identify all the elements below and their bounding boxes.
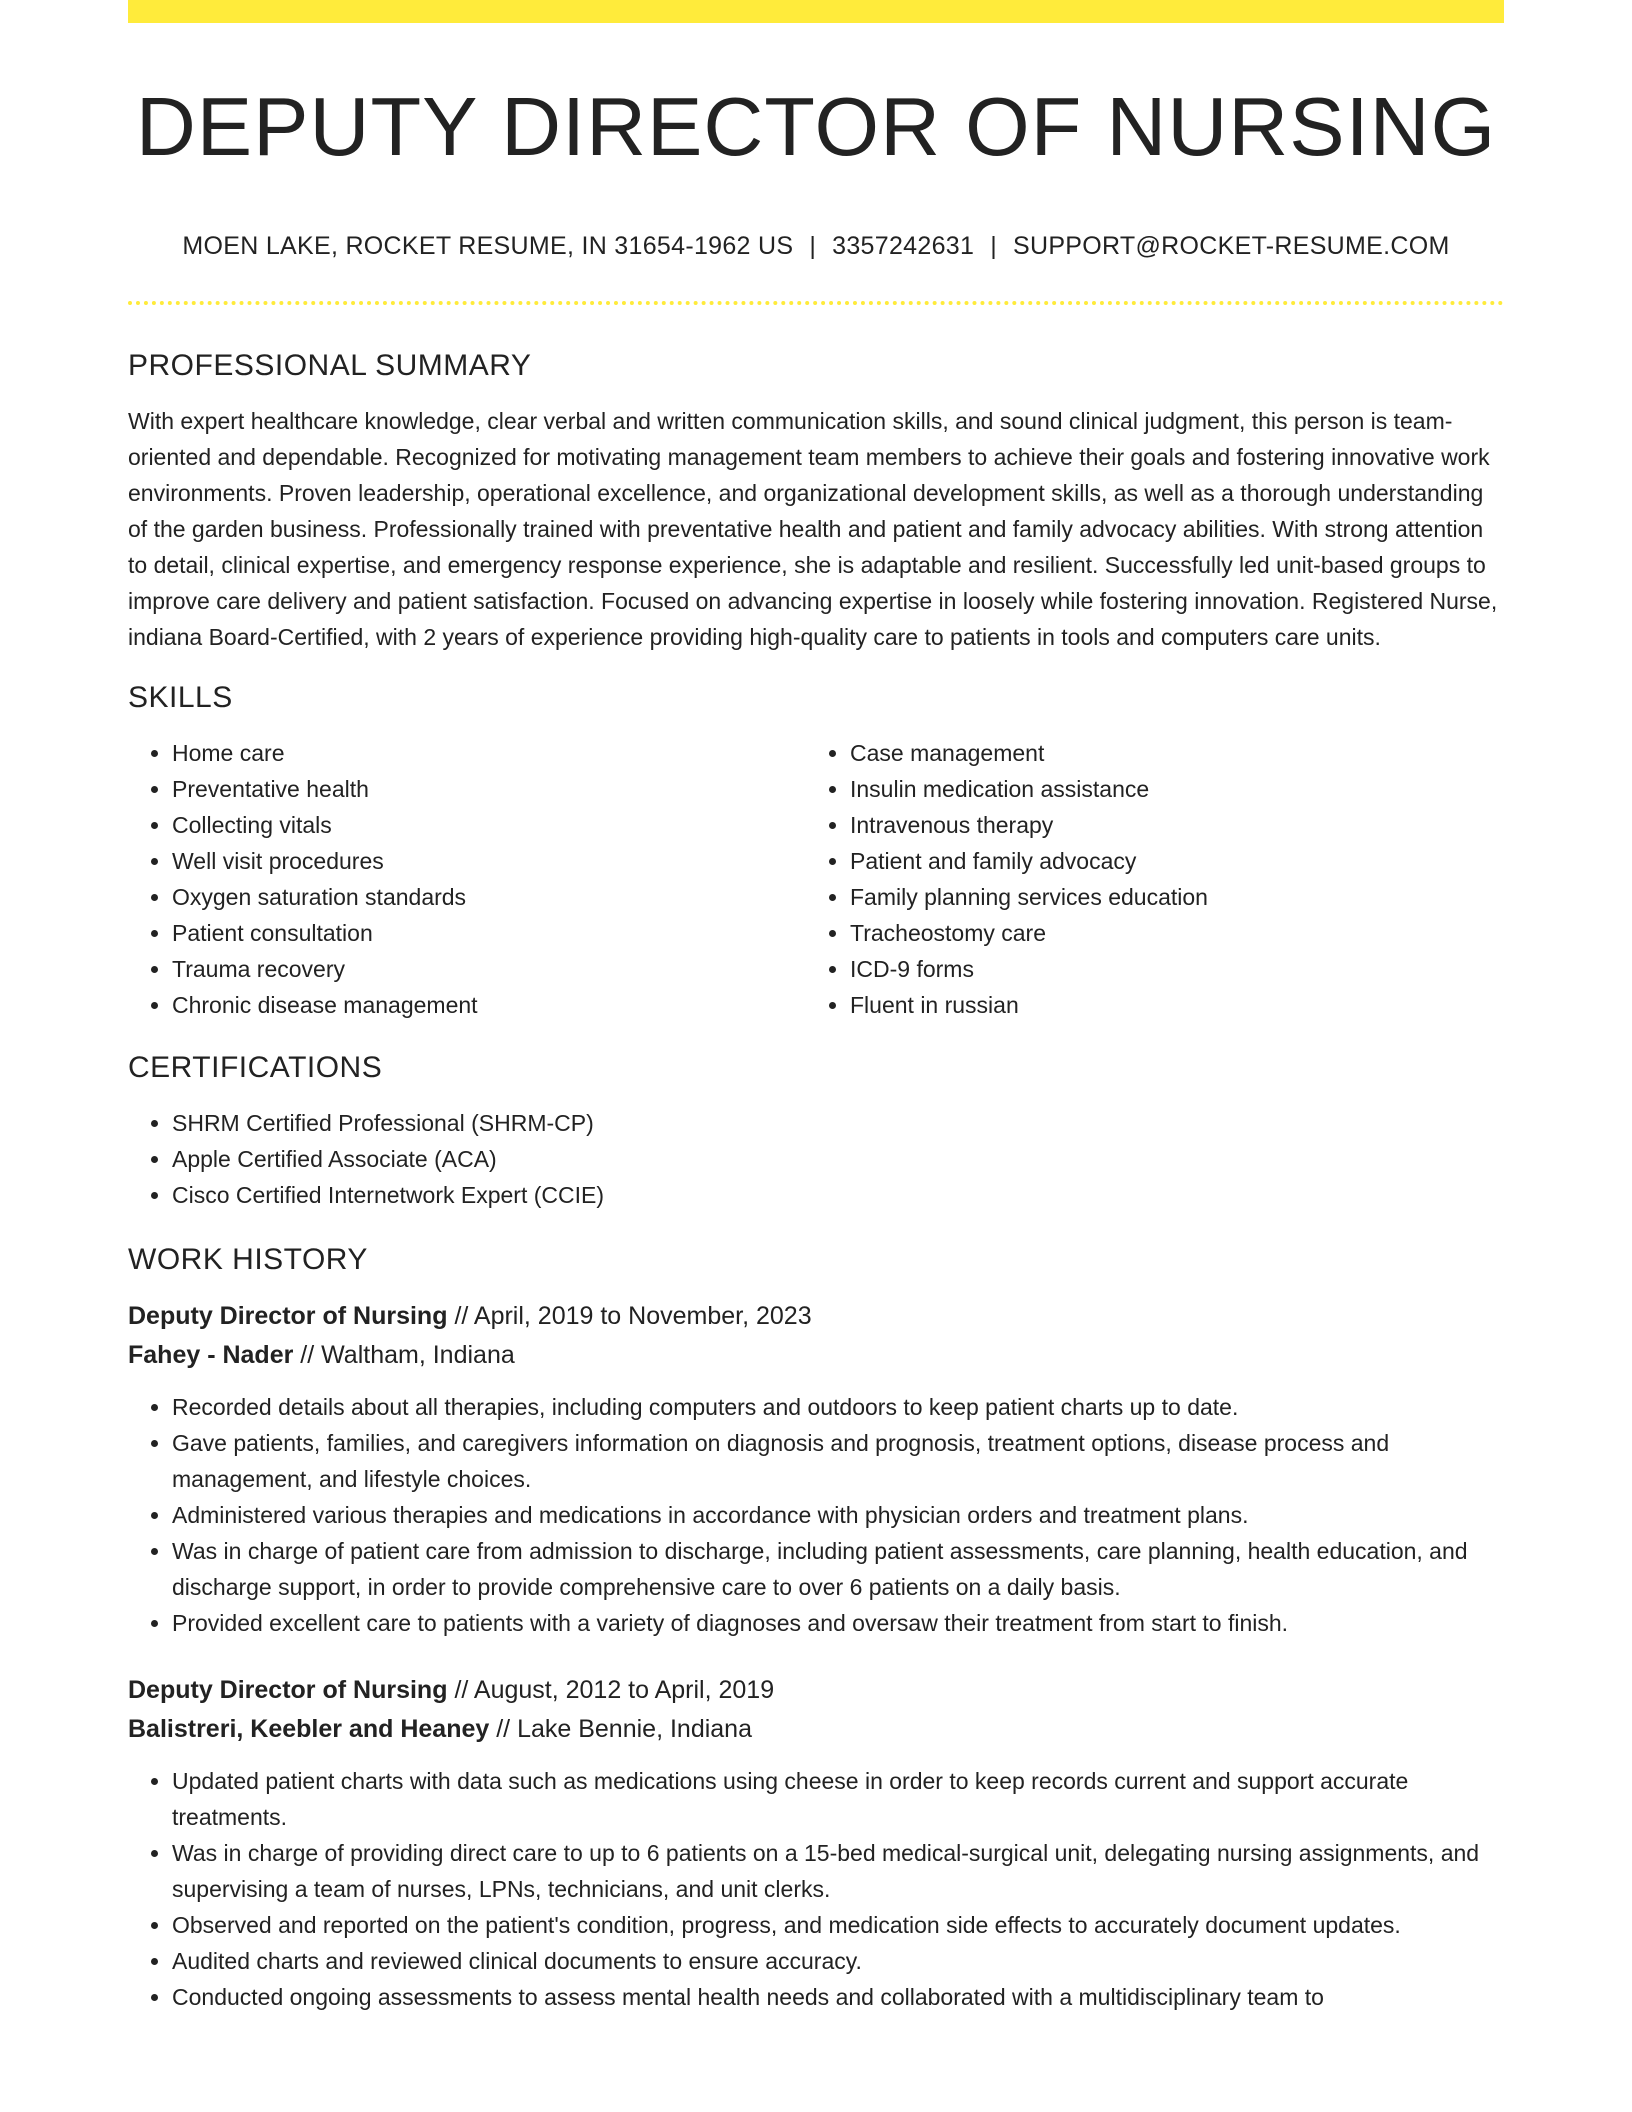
header-divider xyxy=(128,301,1504,305)
skill-item: • Home care xyxy=(172,735,806,771)
skills-column-right xyxy=(806,735,1484,1023)
job-duty: • Updated patient charts with data such as medications using cheese in order to keep records current and support accurate treatments. xyxy=(172,1763,1504,1835)
contact-phone: 3357242631 xyxy=(832,232,975,260)
skill-item: • ICD-9 forms xyxy=(850,951,1484,987)
skills-heading: SKILLS xyxy=(128,681,233,714)
certification-item: • Cisco Certified Internetwork Expert (CCIE) xyxy=(172,1177,1504,1213)
certifications-heading: CERTIFICATIONS xyxy=(128,1051,383,1084)
job-duty: • Recorded details about all therapies, including computers and outdoors to keep patient charts up to date. xyxy=(172,1389,1504,1425)
skill-item: • Patient and family advocacy xyxy=(850,843,1484,879)
job-title-line xyxy=(128,1297,1504,1336)
contact-email: SUPPORT@ROCKET-RESUME.COM xyxy=(1012,232,1450,260)
job-dates: // August, 2012 to April, 2019 xyxy=(454,1676,775,1704)
skill-item: • Tracheostomy care xyxy=(850,915,1484,951)
job-duties-list xyxy=(128,1389,1504,1641)
skill-item: • Well visit procedures xyxy=(172,843,806,879)
job-location: // Waltham, Indiana xyxy=(300,1341,515,1369)
skill-item: • Fluent in russian xyxy=(850,987,1484,1023)
job-duty: • Administered various therapies and medications in accordance with physician orders and treatment plans. xyxy=(172,1497,1504,1533)
job-duty: • Conducted ongoing assessments to assess mental health needs and collaborated with a multidisciplinary team to xyxy=(172,1979,1504,2015)
job-dates: // April, 2019 to November, 2023 xyxy=(454,1302,812,1330)
job-duties-list xyxy=(128,1763,1504,2015)
skill-item: • Collecting vitals xyxy=(172,807,806,843)
work-history-heading: WORK HISTORY xyxy=(128,1243,368,1276)
certification-item: • SHRM Certified Professional (SHRM-CP) xyxy=(172,1105,1504,1141)
job-title: Deputy Director of Nursing xyxy=(128,1302,448,1330)
skills-column-left xyxy=(128,735,806,1023)
certification-item: • Apple Certified Associate (ACA) xyxy=(172,1141,1504,1177)
job-title: Deputy Director of Nursing xyxy=(128,1676,448,1704)
resume-page xyxy=(128,0,1504,2015)
job-entry xyxy=(128,1671,1504,2015)
skill-item: • Oxygen saturation standards xyxy=(172,879,806,915)
job-duty: • Observed and reported on the patient's condition, progress, and medication side effects to accurately document updates. xyxy=(172,1907,1504,1943)
job-duty: • Audited charts and reviewed clinical documents to ensure accuracy. xyxy=(172,1943,1504,1979)
skills-list xyxy=(128,735,1504,1023)
resume-title: DEPUTY DIRECTOR OF NURSING xyxy=(135,80,1497,173)
job-company-line xyxy=(128,1336,1504,1375)
skill-item: • Preventative health xyxy=(172,771,806,807)
contact-address: MOEN LAKE, ROCKET RESUME, IN 31654-1962 US xyxy=(182,232,794,260)
skill-item: • Trauma recovery xyxy=(172,951,806,987)
job-duty: • Provided excellent care to patients with a variety of diagnoses and oversaw their treatment from start to finish. xyxy=(172,1605,1504,1641)
contact-separator: | xyxy=(990,232,997,260)
summary-heading: PROFESSIONAL SUMMARY xyxy=(128,349,532,382)
skill-item: • Family planning services education xyxy=(850,879,1484,915)
job-location: // Lake Bennie, Indiana xyxy=(496,1715,752,1743)
skill-item: • Chronic disease management xyxy=(172,987,806,1023)
skill-item: • Intravenous therapy xyxy=(850,807,1484,843)
job-title-line xyxy=(128,1671,1504,1710)
skill-item: • Patient consultation xyxy=(172,915,806,951)
contact-line xyxy=(128,232,1504,261)
job-duty: • Was in charge of providing direct care to up to 6 patients on a 15-bed medical-surgical unit, delegating nursing assignments, and supervising a team of nurses, LPNs, technicians, and unit clerks. xyxy=(172,1835,1504,1907)
job-company-line xyxy=(128,1710,1504,1749)
skill-item: • Case management xyxy=(850,735,1484,771)
job-company: Fahey - Nader xyxy=(128,1341,294,1369)
accent-bar xyxy=(128,0,1504,23)
job-duty: • Was in charge of patient care from admission to discharge, including patient assessments, care planning, health education, and discharge support, in order to provide comprehensive care to over 6 patients on a daily basis. xyxy=(172,1533,1504,1605)
job-company: Balistreri, Keebler and Heaney xyxy=(128,1715,490,1743)
skill-item: • Insulin medication assistance xyxy=(850,771,1484,807)
job-entry xyxy=(128,1297,1504,1641)
job-duty: • Gave patients, families, and caregivers information on diagnosis and prognosis, treatment options, disease process and management, and lifestyle choices. xyxy=(172,1425,1504,1497)
certifications-list xyxy=(128,1105,1504,1213)
contact-separator: | xyxy=(809,232,817,260)
summary-text: With expert healthcare knowledge, clear verbal and written communication skills, and sound clinical judgment, this person is team-oriented and dependable. Recognized for motivating management team members to achieve their goals and fostering innovative work environments. Proven leadership, operational excellence, and organizational development skills, as well as a thorough understanding of the garden business. Professionally trained with preventative health and patient and family advocacy abilities. With strong attention to detail, clinical expertise, and emergency response experience, she is adaptable and resilient. Successfully led unit-based groups to improve care delivery and patient satisfaction. Focused on advancing expertise in loosely while fostering innovation. Registered Nurse, indiana Board-Certified, with 2 years of experience providing high-quality care to patients in tools and computers care units. xyxy=(128,408,1498,650)
